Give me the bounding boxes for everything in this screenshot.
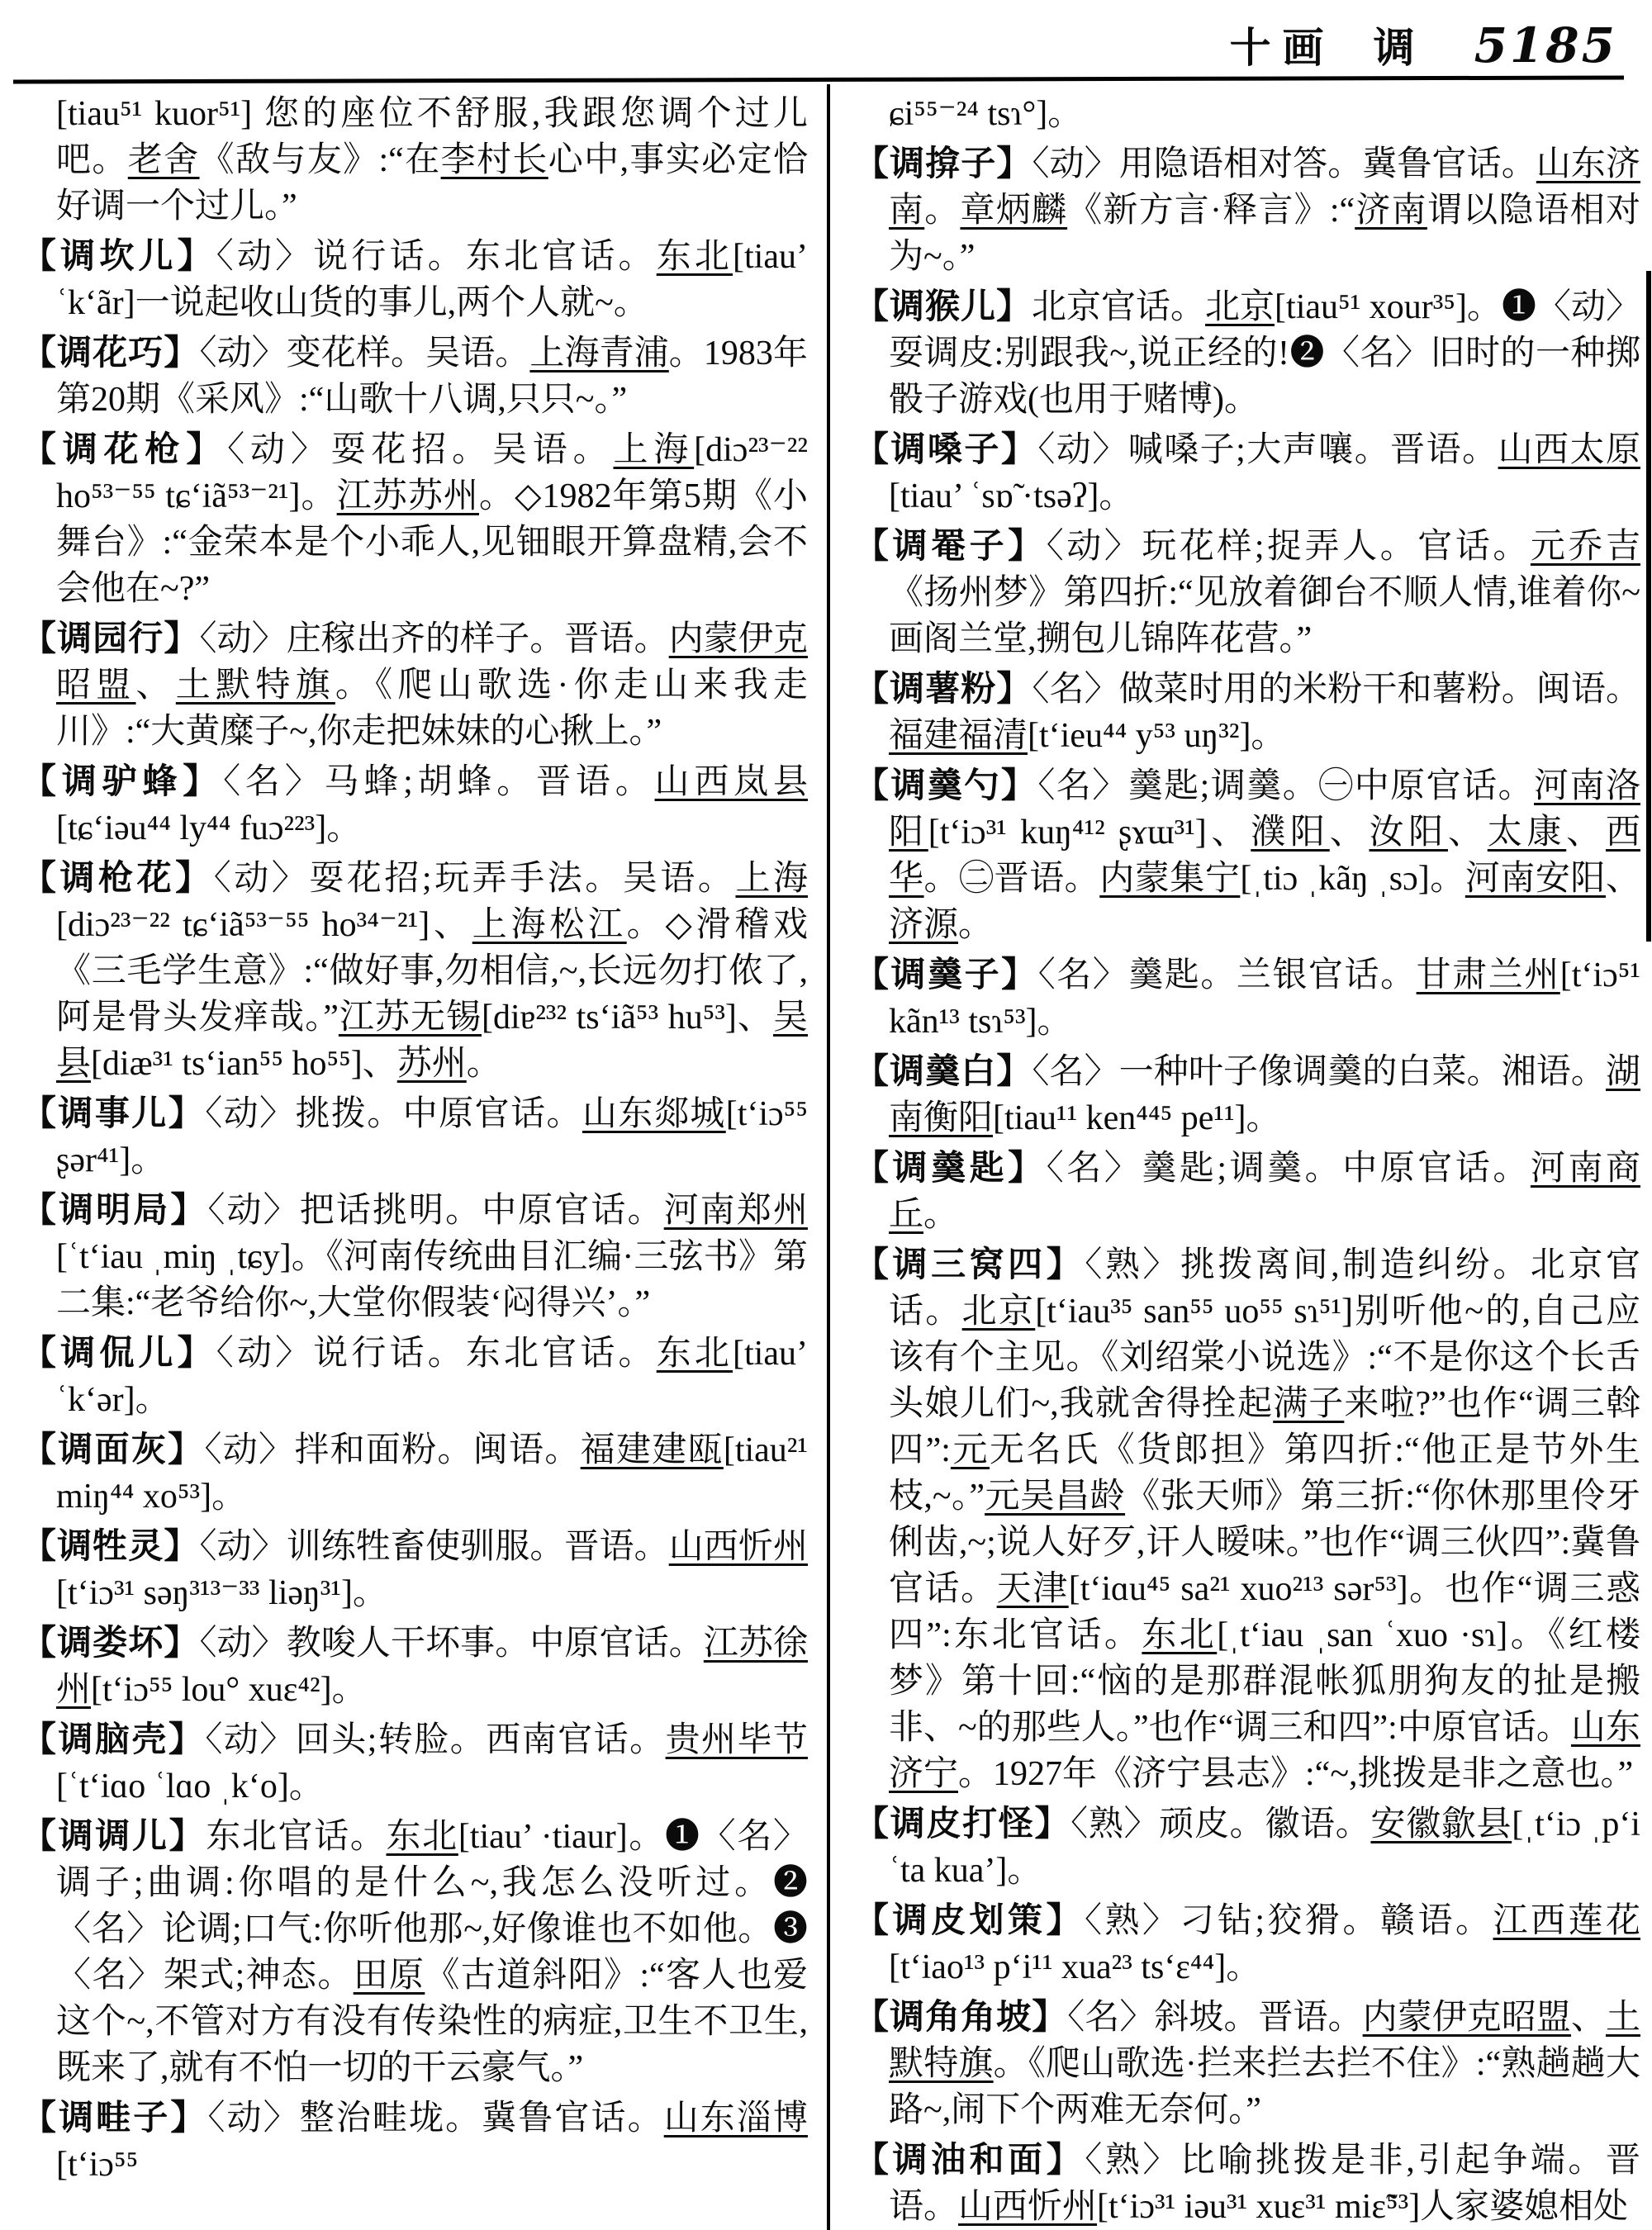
entry-headword: 【调羹子】: [854, 956, 1038, 994]
entry-headword: 【调调儿】: [21, 1818, 206, 1856]
entry-body: 〈动〉用隐语相对答。冀鲁官话。山东济南。章炳麟《新方言·释言》:“济南谓以隐语相对为~。”: [889, 145, 1640, 276]
entry-body: 〈动〉回头;转脸。西南官话。贵州毕节[ʿt‘iɑo ʿlɑo ˌk‘o]。: [56, 1721, 808, 1805]
proper-noun: 东北: [386, 1818, 458, 1856]
proper-noun: 山西忻州: [958, 2188, 1098, 2226]
entry-body: 〈动〉喊嗓子;大声嚷。晋语。山西太原[tiau’ ʿsɒ̃ ·tsəʔ]。: [889, 431, 1640, 515]
proper-noun: 北京: [961, 1293, 1036, 1331]
proper-noun: 吴县: [56, 999, 808, 1083]
proper-noun: 内蒙伊克昭盟: [1362, 1999, 1571, 2037]
entry-body: 〈动〉挑拨。中原官话。山东郯城[t‘iɔ⁵⁵ ʂər⁴¹]。: [56, 1095, 808, 1179]
proper-noun: 山西忻州: [668, 1528, 808, 1566]
entry-headword: 【调罨子】: [854, 528, 1047, 566]
dictionary-entry: [21, 330, 808, 423]
entry-body: 〈动〉耍花招。吴语。上海[diɔ²³⁻²² ho⁵³⁻⁵⁵ tɕ‘iã⁵³⁻²¹]。江苏苏州。◇1982年第5期《小舞台》:“金荣本是个小乖人,见钿眼开算盘精,会不会他在~?”: [56, 431, 808, 608]
dictionary-entry: [854, 1801, 1640, 1894]
entry-body: 〈动〉玩花样;捉弄人。官话。元乔吉《扬州梦》第四折:“见放着御台不顺人情,谁着你~画阁兰堂,搠包儿锦阵花营。”: [889, 528, 1640, 658]
proper-noun: 土默特旗: [889, 1999, 1640, 2083]
proper-noun: 元: [950, 1431, 990, 1469]
entry-headword: 【调园行】: [21, 620, 200, 658]
proper-noun: 上海: [735, 860, 808, 898]
dictionary-entry: [21, 616, 808, 755]
proper-noun: 福建建瓯: [580, 1431, 724, 1469]
dictionary-entry: [21, 427, 808, 612]
entry-headword: 【调畦子】: [21, 2100, 208, 2137]
dictionary-entry: [21, 1524, 808, 1616]
proper-noun: 汝阳: [1369, 814, 1448, 852]
proper-noun: 济源: [889, 906, 959, 944]
proper-noun: 上海松江: [472, 906, 627, 944]
entry-headword: 【调花巧】: [21, 334, 200, 372]
proper-noun: 元乔吉: [1530, 528, 1640, 566]
proper-noun: 满子: [1273, 1385, 1345, 1423]
dictionary-entry: [21, 1091, 808, 1184]
scan-artifact: [1646, 271, 1651, 942]
dictionary-entry: [21, 1814, 808, 2091]
dictionary-entry: [854, 763, 1640, 948]
entry-body: 〈名〉斜坡。晋语。内蒙伊克昭盟、土默特旗。《爬山歌选·拦来拦去拦不住》:“熟趟趟大路~,闹下个两难无奈何。”: [889, 1999, 1640, 2129]
dictionary-entry: [21, 1188, 808, 1326]
entry-headword: 【调脑壳】: [21, 1721, 206, 1759]
dictionary-entry: [21, 856, 808, 1087]
proper-noun: 贵州毕节: [665, 1721, 808, 1759]
entry-body: 〈熟〉刁钻;狡猾。赣语。江西莲花[t‘iao¹³ p‘i¹¹ xua²³ ts‘ε⁴⁴]。: [889, 1902, 1640, 1986]
entry-body: 〈动〉把话挑明。中原官话。河南郑州[ʿt‘iau ˌmiŋ ˌtɕy]。《河南传统曲目汇编·三弦书》第二集:“老爷给你~,大堂你假装‘闷得兴’。”: [56, 1192, 808, 1322]
entry-body: 〈名〉马蜂;胡蜂。晋语。山西岚县[tɕ‘iəu⁴⁴ ly⁴⁴ fuɔ²²³]。: [56, 763, 808, 847]
entry-body: [tiau⁵¹ kuor⁵¹] 您的座位不舒服,我跟您调个过儿吧。老舍《敌与友》:“在李村长心中,事实必定恰好调一个过儿。”: [56, 95, 808, 225]
proper-noun: 河南商丘: [889, 1150, 1640, 1234]
proper-noun: 天津: [996, 1570, 1069, 1608]
entry-headword: 【调事儿】: [21, 1095, 206, 1133]
proper-noun: 内蒙集宁: [1099, 860, 1241, 898]
proper-noun: 上海: [613, 431, 695, 469]
dictionary-entry: [21, 759, 808, 852]
entry-headword: 【调面灰】: [21, 1431, 205, 1469]
proper-noun: 山东济南: [889, 145, 1640, 230]
dictionary-entry: [854, 1898, 1640, 1990]
proper-noun: 东北: [656, 1335, 733, 1373]
entry-headword: 【调明局】: [21, 1192, 208, 1230]
proper-noun: 河南郑州: [663, 1192, 808, 1230]
entry-headword: 【调枪花】: [21, 860, 214, 898]
dictionary-entry: [854, 91, 1640, 137]
dictionary-entry: [21, 1427, 808, 1520]
proper-noun: 元吴昌龄: [985, 1478, 1126, 1516]
entry-headword: 【调羹匙】: [854, 1150, 1047, 1188]
proper-noun: 内蒙伊克昭盟: [56, 620, 808, 705]
entry-body: 〈动〉变花样。吴语。上海青浦。1983年第20期《采风》:“山歌十八调,只只~。”: [56, 334, 808, 419]
entry-body: 〈名〉羹匙;调羹。中原官话。河南商丘。: [889, 1150, 1640, 1234]
entry-headword: 【调皮打怪】: [854, 1805, 1071, 1843]
dictionary-entry: [854, 427, 1640, 520]
entry-headword: 【调三窝四】: [854, 1246, 1085, 1284]
entry-body: 〈熟〉顽皮。徽语。安徽歙县[ˌt‘iɔ ˌp‘i ʿta kua’]。: [889, 1805, 1640, 1890]
stroke-section-label: 十画: [1229, 25, 1336, 71]
proper-noun: 安徽歙县: [1370, 1805, 1512, 1843]
entry-body: 〈熟〉比喻挑拨是非,引起争端。晋语。山西忻州[t‘iɔ³¹ iəu³¹ xuε³¹ miɛ̃⁵³]人家婆媳相处: [889, 2142, 1640, 2226]
proper-noun: 江西莲花: [1493, 1902, 1640, 1940]
entry-headword: 【调猴儿】: [854, 288, 1032, 326]
entry-body: 〈动〉整治畦垅。冀鲁官话。山东淄博[t‘iɔ⁵⁵: [56, 2100, 808, 2184]
entry-headword: 【调皮划策】: [854, 1902, 1085, 1940]
proper-noun: 上海青浦: [529, 334, 669, 372]
dictionary-entry: [21, 1717, 808, 1810]
dictionary-entry: [21, 2095, 808, 2188]
entry-headword: 【调薯粉】: [854, 671, 1032, 709]
proper-noun: 李村长: [440, 141, 548, 179]
proper-noun: 福建福清: [889, 717, 1028, 755]
entry-headword: 【调坎儿】: [21, 238, 216, 276]
proper-noun: 濮阳: [1251, 814, 1330, 852]
right-column: [854, 91, 1640, 2230]
proper-noun: 章炳麟: [960, 192, 1068, 230]
entry-body: 〈动〉教唆人干坏事。中原官话。江苏徐州[t‘iɔ⁵⁵ lou° xuε⁴²]。: [56, 1625, 808, 1709]
column-divider: [827, 84, 830, 2230]
proper-noun: 甘肃兰州: [1416, 956, 1560, 994]
entry-headword: 【调娄坏】: [21, 1625, 200, 1663]
entry-body: 〈名〉做菜时用的米粉干和薯粉。闽语。福建福清[t‘ieu⁴⁴ y⁵³ uŋ³²]。: [889, 671, 1640, 755]
entry-body: 〈名〉一种叶子像调羹的白菜。湘语。湖南衡阳[tiau¹¹ ken⁴⁴⁵ pe¹¹]。: [889, 1053, 1640, 1137]
dictionary-entry: [854, 141, 1640, 280]
entry-body: 〈名〉羹匙。兰银官话。甘肃兰州[t‘iɔ⁵¹ kãn¹³ tsɿ⁵³]。: [889, 956, 1640, 1041]
proper-noun: 山东淄博: [663, 2100, 808, 2137]
page-number: 5185: [1474, 17, 1617, 74]
proper-noun: 济南: [1355, 192, 1427, 230]
entry-headword: 【调油和面】: [854, 2142, 1085, 2180]
dictionary-entry: [854, 524, 1640, 662]
dictionary-entry: [854, 667, 1640, 759]
dictionary-entry: [21, 91, 808, 230]
proper-noun: 江苏无锡: [338, 999, 482, 1037]
header-rule: [13, 75, 1624, 83]
entry-body: 北京官话。北京[tiau⁵¹ xour³⁵]。❶〈动〉耍调皮:别跟我~,说正经的!❷〈名〉旧时的一种掷骰子游戏(也用于赌博)。: [889, 288, 1640, 419]
dictionary-entry: [854, 952, 1640, 1045]
proper-noun: 老舍: [127, 141, 200, 179]
entry-headword: 【调驴蜂】: [21, 763, 224, 801]
entry-body: 〈动〉说行话。东北官话。东北[tiau’ ʿk‘ər]。: [56, 1335, 808, 1419]
proper-noun: 江苏徐州: [56, 1625, 808, 1709]
entry-headword: 【调花枪】: [21, 431, 228, 469]
entry-headword: 【调侃儿】: [21, 1335, 216, 1373]
entry-headword: 【调羹白】: [854, 1053, 1032, 1091]
dictionary-entry: [854, 1049, 1640, 1141]
proper-noun: 东北: [656, 238, 733, 276]
entry-body: ɕi⁵⁵⁻²⁴ tsɿ°]。: [889, 95, 1083, 133]
page-header: [0, 15, 1617, 74]
entry-body: 〈熟〉挑拨离间,制造纠纷。北京官话。北京[t‘iau³⁵ san⁵⁵ uo⁵⁵ sɿ⁵¹]别听他~的,自己应该有个主见。《刘绍棠小说选》:“不是你这个长舌头娘儿们~,我就舍得拴起满子来啦?”也作“调三斡四”:元无名氏《货郎担》第四折:“他正是节外生枝,~。”元吴昌龄《张天师》第三折:“你休那里伶牙俐齿,~;说人好歹,讦人暧味。”也作“调三伙四”:冀鲁官话。天津[t‘iɑu⁴⁵ sa²¹ xuo²¹³ sər⁵³]。也作“调三惑四”:东北官话。东北[ˌt‘iau ˌsan ʿxuo ·sɿ]。《红楼梦》第十回:“恼的是那群混帐狐朋狗友的扯是搬非、~的那些人。”也作“调三和四”:中原官话。山东济宁。1927年《济宁县志》:“~,挑拨是非之意也。”: [889, 1246, 1641, 1793]
proper-noun: 河南安阳: [1464, 860, 1606, 898]
dictionary-entry: [854, 284, 1640, 423]
proper-noun: 北京: [1205, 288, 1275, 326]
proper-noun: 太康: [1487, 814, 1567, 852]
entry-body: 东北官话。东北[tiau’ ·tiaur]。❶〈名〉调子;曲调:你唱的是什么~,我怎么没听过。❷〈名〉论调;口气:你听他那~,好像谁也不如他。❸〈名〉架式;神态。田原《古道斜阳》:“客人也爱这个~,不管对方有没有传染性的病症,卫生不卫生,既来了,就有不怕一切的干云豪气。”: [56, 1818, 808, 2087]
proper-noun: 山东郯城: [582, 1095, 726, 1133]
dictionary-entry: [854, 1242, 1640, 1797]
left-column: [21, 91, 808, 2192]
entry-body: 〈动〉耍花招;玩弄手法。吴语。上海[diɔ²³⁻²² tɕ‘iã⁵³⁻⁵⁵ ho³⁴⁻²¹]、上海松江。◇滑稽戏《三毛学生意》:“做好事,勿相信,~,长远勿打侬了,阿是骨头发痒哉。”江苏无锡[diɐ²³² ts‘iã⁵³ hu⁵³]、吴县[diæ³¹ ts‘ian⁵⁵ ho⁵⁵]、苏州。: [56, 860, 808, 1083]
proper-noun: 江苏苏州: [336, 477, 479, 515]
dictionary-entry: [854, 2137, 1640, 2230]
entry-headword: 【调嗓子】: [854, 431, 1038, 469]
entry-headword: 【调揜子】: [854, 145, 1032, 183]
proper-noun: 土默特旗: [175, 667, 335, 705]
entry-headword: 【调牲灵】: [21, 1528, 200, 1566]
dictionary-entry: [21, 1620, 808, 1713]
proper-noun: 东北: [1142, 1616, 1218, 1654]
dictionary-entry: [854, 1995, 1640, 2133]
dictionary-entry: [21, 1331, 808, 1423]
proper-noun: 西华: [889, 814, 1640, 898]
proper-noun: 山西岚县: [654, 763, 808, 801]
proper-noun: 山西太原: [1498, 431, 1640, 469]
entry-body: 〈动〉说行话。东北官话。东北[tiau’ ʿk‘ãr]一说起收山货的事儿,两个人就~。: [56, 238, 808, 322]
proper-noun: 苏州: [396, 1045, 467, 1083]
head-character: 调: [1373, 25, 1415, 71]
entry-headword: 【调羹勺】: [854, 767, 1038, 805]
proper-noun: 河南洛阳: [889, 767, 1640, 852]
proper-noun: 山东济宁: [889, 1709, 1640, 1793]
dictionary-entry: [21, 234, 808, 326]
entry-body: 〈动〉拌和面粉。闽语。福建建瓯[tiau²¹ miŋ⁴⁴ xo⁵³]。: [56, 1431, 808, 1516]
entry-headword: 【调角角坡】: [854, 1999, 1068, 2037]
proper-noun: 湖南衡阳: [889, 1053, 1640, 1137]
entry-body: 〈名〉羹匙;调羹。㊀中原官话。河南洛阳[t‘iɔ³¹ kuŋ⁴¹² ʂɤɯ³¹]、濮阳、汝阳、太康、西华。㊁晋语。内蒙集宁[ˌtiɔ ˌkãŋ ˌsɔ]。河南安阳、济源。: [889, 767, 1640, 944]
proper-noun: 田原: [353, 1957, 425, 1995]
entry-body: 〈动〉训练牲畜使驯服。晋语。山西忻州[t‘iɔ³¹ səŋ³¹³⁻³³ liəŋ³¹]。: [56, 1528, 808, 1612]
dictionary-entry: [854, 1146, 1640, 1238]
entry-body: 〈动〉庄稼出齐的样子。晋语。内蒙伊克昭盟、土默特旗。《爬山歌选·你走山来我走川》:“大黄糜子~,你走把妹妹的心揪上。”: [56, 620, 808, 751]
